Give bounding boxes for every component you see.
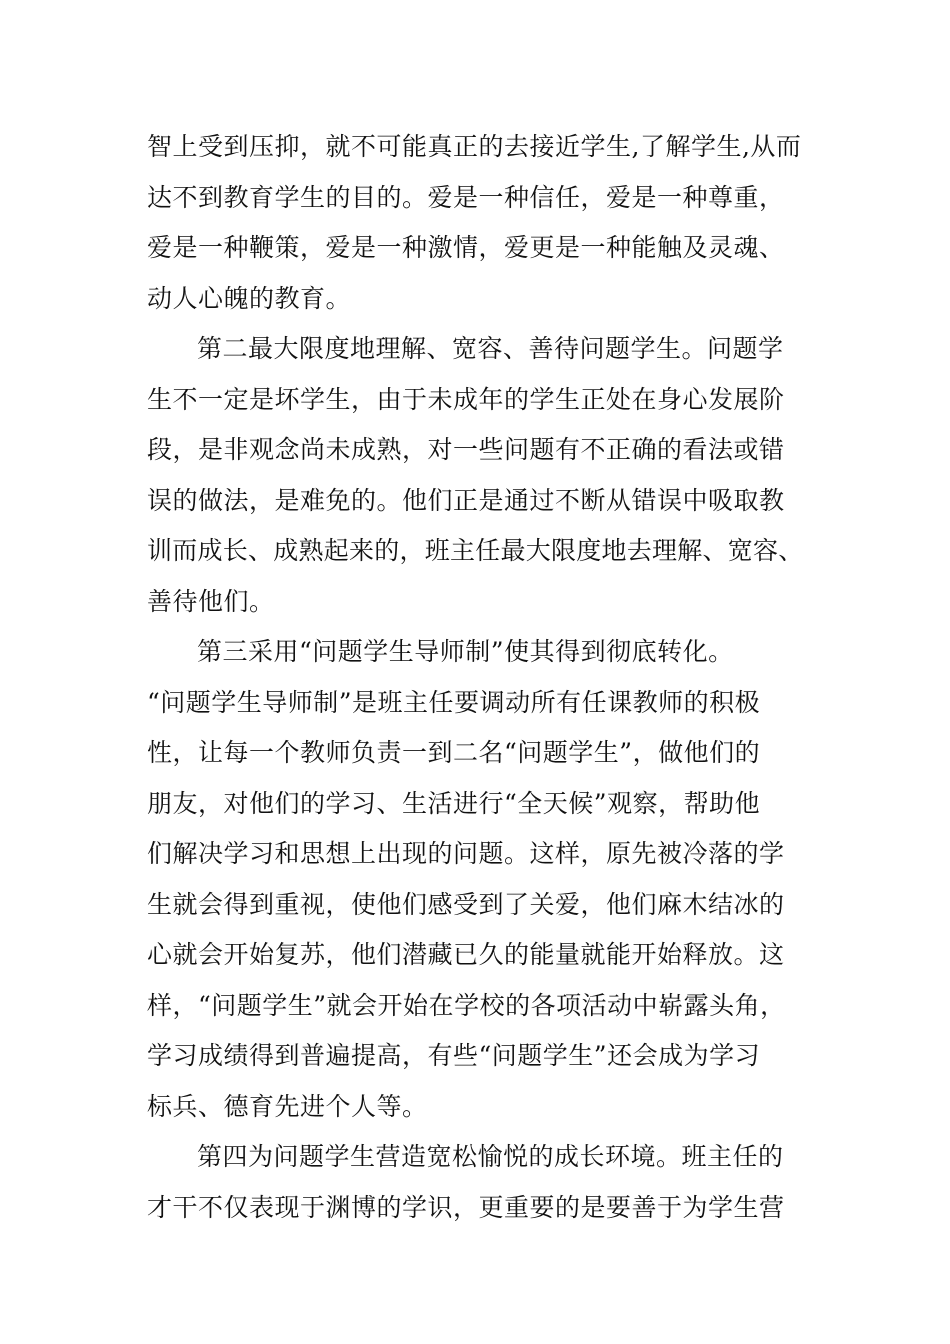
text-line: 动人心魄的教育。 — [147, 283, 352, 313]
text-line: “问题学生导师制”是班主任要调动所有任课教师的积极 — [147, 687, 761, 717]
text-line: 达不到教育学生的目的。爱是一种信任，爱是一种尊重， — [147, 182, 785, 212]
text-line: 善待他们。 — [147, 586, 275, 616]
paragraph-start-line: 第三采用“问题学生导师制”使其得到彻底转化。 — [197, 637, 734, 666]
text-line: 性，让每一个教师负责一到二名“问题学生”，做他们的 — [147, 738, 761, 767]
text-line: 心就会开始复苏，他们潜藏已久的能量就能开始释放。这 — [147, 940, 785, 969]
text-line: 智上受到压抑，就不可能真正的去接近学生,了解学生,从而 — [147, 132, 802, 161]
text-line: 学习成绩得到普遍提高，有些“问题学生”还会成为学习 — [147, 1041, 761, 1070]
text-line: 样，“问题学生”就会开始在学校的各项活动中崭露头角， — [147, 990, 786, 1020]
text-line: 误的做法，是难免的。他们正是通过不断从错误中吸取教 — [147, 485, 785, 515]
text-line: 生不一定是坏学生，由于未成年的学生正处在身心发展阶 — [147, 384, 785, 414]
paragraph-start-line: 第四为问题学生营造宽松愉悦的成长环境。班主任的 — [197, 1142, 784, 1171]
text-line: 们解决学习和思想上出现的问题。这样，原先被冷落的学 — [147, 839, 785, 868]
paragraph-start-line: 第二最大限度地理解、宽容、善待问题学生。问题学 — [197, 334, 784, 363]
body-text — [147, 122, 807, 1233]
text-line: 生就会得到重视，使他们感受到了关爱，他们麻木结冰的 — [147, 889, 785, 919]
text-line: 朋友，对他们的学习、生活进行“全天候”观察，帮助他 — [147, 788, 761, 818]
text-line: 爱是一种鞭策，爱是一种激情，爱更是一种能触及灵魂、 — [147, 233, 785, 262]
text-line: 标兵、德育先进个人等。 — [147, 1091, 428, 1121]
text-line: 段，是非观念尚未成熟，对一些问题有不正确的看法或错 — [147, 435, 785, 464]
text-line: 才干不仅表现于渊博的学识，更重要的是要善于为学生营 — [147, 1192, 785, 1222]
text-line: 训而成长、成熟起来的，班主任最大限度地去理解、宽容、 — [147, 536, 804, 565]
